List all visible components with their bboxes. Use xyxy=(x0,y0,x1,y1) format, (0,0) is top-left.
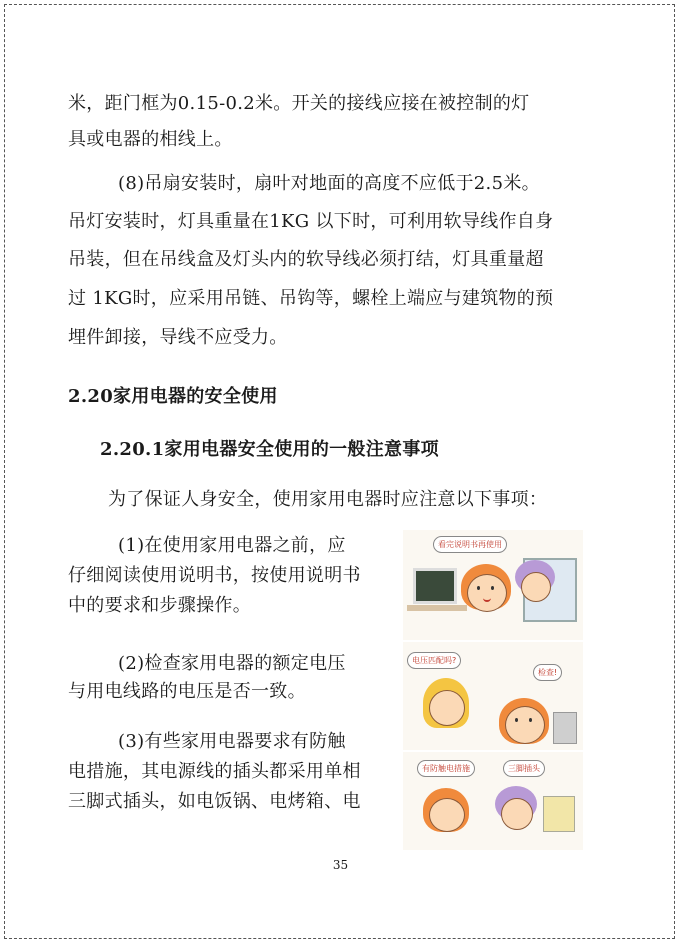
text-line: 吊装，但在吊线盒及灯头内的软导线必须打结，灯具重量超 xyxy=(68,249,544,270)
text-line: 具或电器的相线上。 xyxy=(68,129,233,150)
girl-face xyxy=(429,798,465,832)
text-line: (8)吊扇安装时，扇叶对地面的高度不应低于2.5米。 xyxy=(118,173,540,194)
text-line: 埋件卸接，导线不应受力。 xyxy=(68,327,288,348)
item-text: (1)在使用家用电器之前，应 xyxy=(118,535,346,556)
comic-illustration xyxy=(403,530,583,850)
text-line: 过 1KG时，应采用吊链、吊钩等，螺栓上端应与建筑物的预 xyxy=(68,288,554,309)
comic-panel-2 xyxy=(403,642,583,752)
grandma-face xyxy=(521,572,551,602)
girl-face xyxy=(505,706,545,744)
text-line: 米，距门框为0.15-0.2米。开关的接线应接在被控制的灯 xyxy=(68,93,530,114)
text-line: 吊灯安装时，灯具重量在1KG 以下时，可利用软导线作自身 xyxy=(68,211,554,232)
section-heading: 2.20家用电器的安全使用 xyxy=(68,386,278,407)
page-number: 35 xyxy=(332,858,349,872)
speech-bubble: 电压匹配吗? xyxy=(407,652,461,669)
item-text: 仔细阅读使用说明书，按使用说明书 xyxy=(68,565,361,586)
item-text: 与用电线路的电压是否一致。 xyxy=(68,681,306,702)
girl-face xyxy=(467,574,507,612)
subsection-heading: 2.20.1家用电器安全使用的一般注意事项 xyxy=(100,439,439,460)
monitor-icon xyxy=(413,568,457,604)
item-text: 电措施，其电源线的插头都采用单相 xyxy=(68,761,361,782)
speech-bubble: 看完说明书再使用 xyxy=(433,536,507,553)
comic-panel-3 xyxy=(403,752,583,852)
item-text: (2)检查家用电器的额定电压 xyxy=(118,653,346,674)
item-text: 三脚式插头，如电饭锅、电烤箱、电 xyxy=(68,791,361,812)
comic-panel-1 xyxy=(403,530,583,642)
item-text: (3)有些家用电器要求有防触 xyxy=(118,731,346,752)
girl-face xyxy=(429,690,465,726)
speech-bubble: 检查! xyxy=(533,664,562,681)
speech-bubble: 有防触电措施 xyxy=(417,760,475,777)
intro-text: 为了保证人身安全，使用家用电器时应注意以下事项： xyxy=(108,489,548,510)
grandma-face xyxy=(501,798,533,830)
item-text: 中的要求和步骤操作。 xyxy=(68,595,251,616)
speech-bubble: 三脚插头 xyxy=(503,760,545,777)
